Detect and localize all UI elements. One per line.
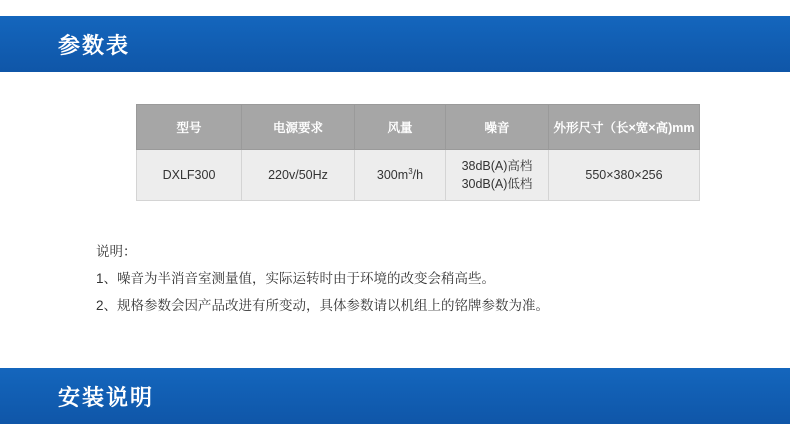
note-item-1: 1、噪音为半消音室测量值，实际运转时由于环境的改变会稍高些。	[96, 271, 496, 286]
spec-table-wrapper	[136, 104, 695, 201]
cell-airflow	[355, 150, 446, 201]
section-banner-params	[0, 16, 790, 72]
noise-low-line: 30dB(A)低档	[461, 177, 533, 191]
cell-power: 220v/50Hz	[242, 150, 355, 201]
airflow-unit: /h	[412, 168, 424, 183]
column-header-model: 型号	[137, 105, 242, 150]
table-header-row	[137, 105, 700, 150]
spec-table	[136, 104, 700, 201]
section-banner-install	[0, 368, 790, 424]
table-row	[137, 150, 700, 201]
notes-title: 说明：	[96, 244, 137, 259]
section-title-install: 安装说明	[58, 384, 155, 410]
notes-block	[96, 238, 716, 319]
noise-high-line: 38dB(A)高档	[461, 158, 533, 173]
airflow-value: 300m	[376, 168, 409, 183]
cell-dimensions: 550×380×256	[549, 150, 700, 201]
cell-noise	[446, 150, 549, 201]
airflow-exponent: 3	[408, 167, 413, 177]
spec-table-body	[137, 150, 700, 201]
column-header-power: 电源要求	[242, 105, 355, 150]
cell-model: DXLF300	[137, 150, 242, 201]
column-header-noise: 噪音	[446, 105, 549, 150]
note-item-2: 2、规格参数会因产品改进有所变动，具体参数请以机组上的铭牌参数为准。	[96, 298, 550, 313]
column-header-dimensions: 外形尺寸（长×宽×高)mm	[549, 105, 700, 150]
column-header-airflow: 风量	[355, 105, 446, 150]
spec-table-head	[137, 105, 700, 150]
section-title-params: 参数表	[58, 32, 131, 58]
